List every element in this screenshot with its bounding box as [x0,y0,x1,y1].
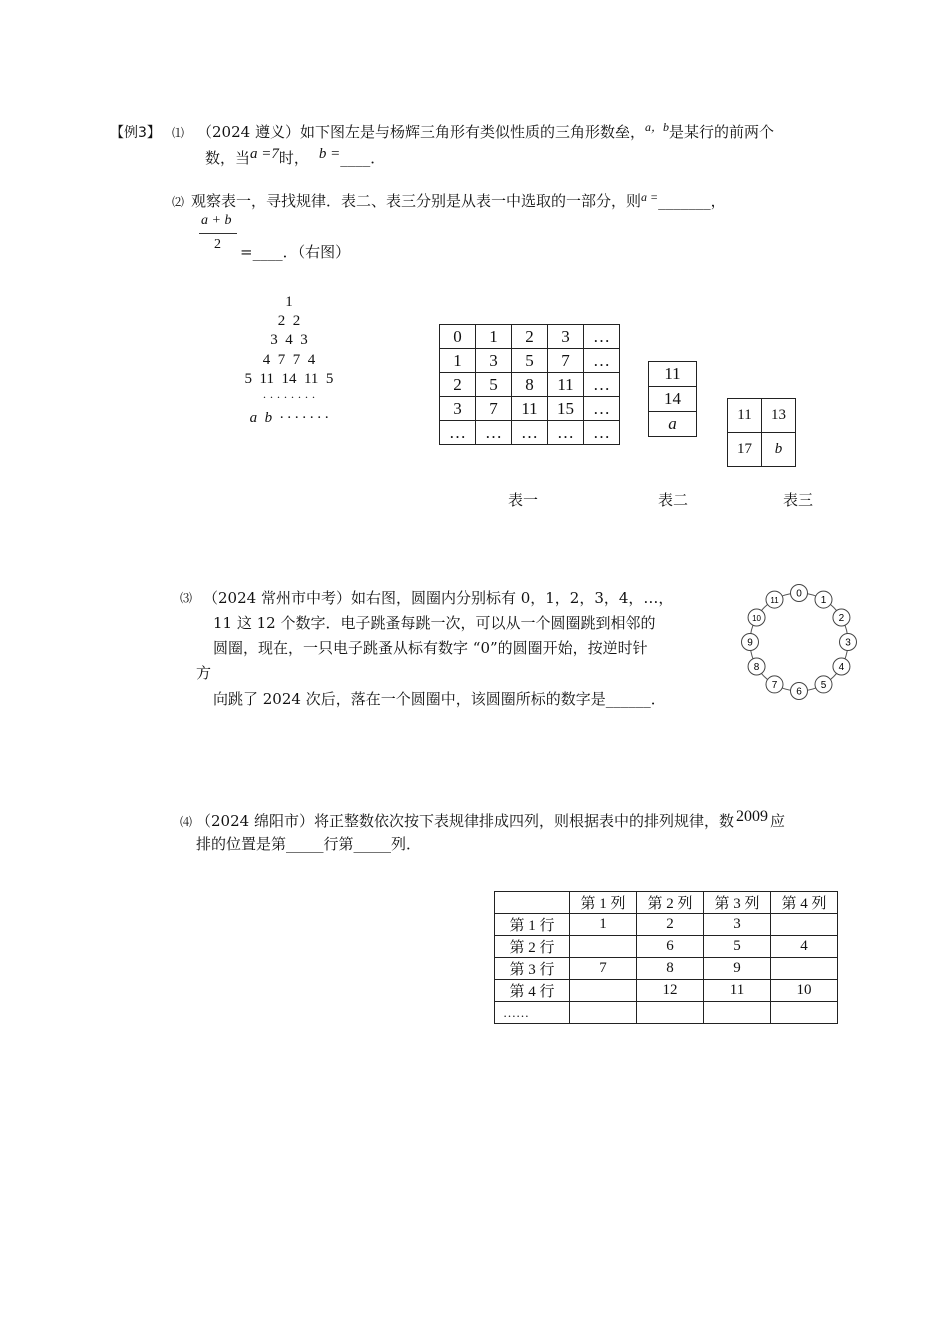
ring-circle-label: 0 [796,588,802,600]
table-cell [704,1002,771,1024]
table-row [495,1002,838,1024]
q1-ask: b = [318,146,341,162]
table-cell: 8 [637,958,704,980]
q2-fraction-denominator: 2 [214,237,221,252]
table-cell: 5 [704,936,771,958]
q2-line1 [191,190,726,211]
table-row [728,433,796,467]
table-cell: 14 [649,387,697,412]
table-cell: 第 2 行 [495,936,570,958]
q3-line4: 方 [196,664,212,682]
table-cell: 13 [762,399,796,433]
ring-circle-label: 5 [820,679,827,691]
table-cell: 1 [476,325,512,349]
table-cell: 10 [771,980,838,1002]
table-row [440,421,620,445]
table-cell: … [512,421,548,445]
table-cell: 11 [728,399,762,433]
triangle-row: 4 7 7 4 [262,352,316,368]
table-cell: 11 [512,397,548,421]
q3-line2: 11 这 12 个数字．电子跳蚤每跳一次，可以从一个圆圈跳到相邻的 [213,614,656,632]
table-4 [494,891,838,1024]
table-row [649,362,697,387]
table-header-cell: 第 4 列 [771,892,838,914]
table-cell [771,958,838,980]
triangle-row: a b · · · · · · · [249,410,329,426]
triangle-row: 3 4 3 [270,332,308,348]
table-cell: 9 [704,958,771,980]
table-cell: … [584,373,620,397]
table-header-cell: 第 3 列 [704,892,771,914]
table-row [649,387,697,412]
q4-line1-post: 应 [769,812,785,830]
table-cell: 5 [476,373,512,397]
table-cell [637,1002,704,1024]
table-cell: a [649,412,697,437]
table-cell: 1 [440,349,476,373]
table-cell: 7 [476,397,512,421]
q1-line2 [205,147,385,168]
table-cell: 3 [548,325,584,349]
ring-circle-label: 6 [796,686,802,698]
triangle-row: 2 2 [277,313,301,329]
table-row [728,399,796,433]
q1-number: ⑴ [172,126,185,140]
table-cell: … [440,421,476,445]
table-cell: … [584,325,620,349]
table-cell: … [584,421,620,445]
table-cell: 3 [476,349,512,373]
table-row [649,412,697,437]
q2-fraction-numerator: a + b [201,213,232,228]
table-row [495,914,838,936]
q3-number: ⑶ [180,591,193,605]
table-cell: 4 [771,936,838,958]
circle-ring-diagram [737,580,861,704]
table-2-caption: 表二 [658,491,689,509]
triangle-row: 1 [285,294,293,310]
table-cell: 0 [440,325,476,349]
ring-circle-label: 3 [845,637,851,649]
table-cell: 5 [512,349,548,373]
table-cell: b [762,433,796,467]
table-cell: 第 4 行 [495,980,570,1002]
table-cell [570,1002,637,1024]
q1-line1-pre: （2024 遵义）如下图左是与杨辉三角形有类似性质的三角形数垒， [197,123,645,141]
table-row [495,936,838,958]
q1-line2-pre: 数，当 [205,149,251,167]
q2-blank1: _______， [658,192,726,210]
q4-line1-pre: （2024 绵阳市）将正整数依次按下表规律排成四列，则根据表中的排列规律，数 [196,812,734,830]
table-cell: …… [495,1002,570,1024]
table-3-caption: 表三 [783,491,814,509]
q1-blank: ____． [340,149,386,167]
table-cell: … [584,397,620,421]
q4-number: ⑷ [180,815,193,829]
table-cell: 11 [649,362,697,387]
table-header-row [495,892,838,914]
table-cell: 7 [570,958,637,980]
ring-circle-label: 4 [838,662,845,673]
table-1 [439,324,620,445]
ring-circle-label: 9 [747,637,753,649]
table-cell: 2 [440,373,476,397]
q3-line1: （2024 常州市中考）如右图，圆圈内分别标有 0，1，2，3，4，…， [203,589,674,607]
q1-condition: a =7 [250,146,279,162]
table-2 [648,361,697,437]
table-cell: 8 [512,373,548,397]
q3-line5: 向跳了 2024 次后，落在一个圆圈中，该圆圈所标的数字是______． [213,690,666,708]
table-cell: 12 [637,980,704,1002]
ring-circle-label: 8 [753,662,760,673]
ring-circle-label: 7 [771,679,778,691]
example-label: 【例3】 [110,125,161,141]
table-cell: 11 [548,373,584,397]
q1-var-ab: a，b [644,120,669,134]
ring-circle-label: 10 [752,614,762,623]
table-cell: 7 [548,349,584,373]
q4-line2: 排的位置是第_____行第_____列． [196,835,422,853]
table-cell: 第 3 行 [495,958,570,980]
table-row [495,958,838,980]
table-row [440,373,620,397]
q1-line1 [197,121,774,142]
table-cell: … [548,421,584,445]
table-header-cell: 第 1 列 [570,892,637,914]
table-header-cell: 第 2 列 [637,892,704,914]
table-cell: 6 [637,936,704,958]
table-3 [727,398,796,467]
table-row [495,980,838,1002]
table-row [440,349,620,373]
table-cell [570,936,637,958]
table-cell: 第 1 行 [495,914,570,936]
table-cell: 1 [570,914,637,936]
table-cell: 3 [704,914,771,936]
q2-line2: =____．（右图） [240,243,351,261]
q4-line1 [196,810,785,831]
q2-line1-text: 观察表一，寻找规律．表二、表三分别是从表一中选取的一部分，则 [191,192,642,210]
table-cell: 11 [704,980,771,1002]
q4-number-2009: 2009 [735,808,768,825]
table-cell: 15 [548,397,584,421]
q3-line3: 圆圈，现在，一只电子跳蚤从标有数字 “0”的圆圈开始，按逆时针 [213,639,648,657]
table-cell: 3 [440,397,476,421]
q2-number: ⑵ [172,195,185,209]
table-cell: … [476,421,512,445]
table-cell: 17 [728,433,762,467]
table-row [440,397,620,421]
table-cell: 2 [637,914,704,936]
ring-circle-label: 1 [820,595,827,607]
ring-path [750,593,848,691]
q1-line1-post: 是某行的前两个 [668,123,774,141]
ring-circle-label: 11 [770,596,779,606]
table-row [440,325,620,349]
table-cell: 2 [512,325,548,349]
triangle-row: 5 11 14 11 5 [244,371,334,387]
table-cell: … [584,349,620,373]
table-header-cell [495,892,570,914]
q1-line2-mid: 时， [278,149,309,167]
table-1-caption: 表一 [508,491,539,509]
table-cell [570,980,637,1002]
q2-fraction-bar [199,233,237,234]
ring-circle-label: 2 [838,613,845,624]
table-cell [771,1002,838,1024]
table-cell [771,914,838,936]
q2-a-eq: a = [641,190,659,204]
triangle-row: · · · · · · · · [262,390,316,404]
